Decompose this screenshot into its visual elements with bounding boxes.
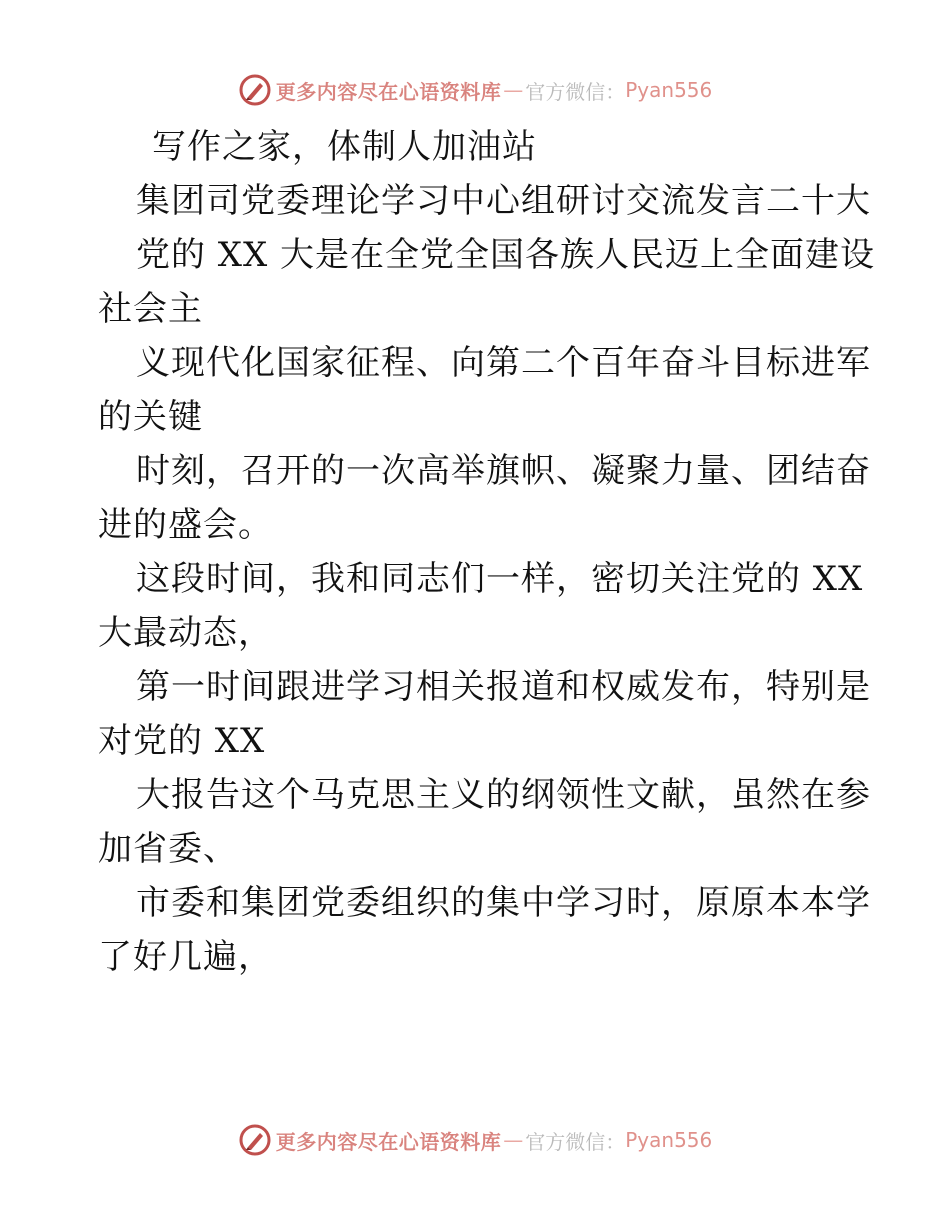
watermark-brand: 更多内容尽在心语资料库: [275, 79, 502, 104]
doc-line: 市委和集团党委组织的集中学习时，原原本本学: [136, 883, 871, 923]
pen-logo-icon: [238, 73, 272, 107]
watermark-official-label: 官方微信：: [525, 79, 626, 104]
header-watermark: [0, 70, 950, 110]
pen-logo-icon: [238, 1123, 272, 1157]
document-body: [98, 120, 876, 984]
doc-line: 加省委、: [98, 829, 238, 869]
doc-line: 写作之家，体制人加油站: [152, 127, 537, 167]
doc-line: 大最动态，: [98, 613, 273, 653]
doc-line: 对党的 XX: [98, 721, 266, 761]
footer-watermark: [0, 1120, 950, 1160]
watermark-wechat-id: Pyan556: [625, 1128, 713, 1152]
watermark-wechat-id: Pyan556: [625, 78, 713, 102]
doc-line: 集团司党委理论学习中心组研讨交流发言二十大: [136, 181, 871, 221]
watermark-dash: —: [503, 1128, 524, 1152]
doc-line: 了好几遍，: [98, 937, 273, 977]
watermark-dash: —: [503, 78, 524, 102]
watermark-official-label: 官方微信：: [525, 1129, 626, 1154]
doc-line: 义现代化国家征程、向第二个百年奋斗目标进军: [136, 343, 871, 383]
doc-line: 这段时间，我和同志们一样，密切关注党的 XX: [136, 559, 864, 599]
doc-line: 社会主: [98, 289, 203, 329]
doc-line: 大报告这个马克思主义的纲领性文献，虽然在参: [136, 775, 871, 815]
doc-line: 时刻，召开的一次高举旗帜、凝聚力量、团结奋: [136, 451, 871, 491]
doc-line: 第一时间跟进学习相关报道和权威发布，特别是: [136, 667, 871, 707]
doc-line: 的关键: [98, 397, 203, 437]
doc-line: 党的 XX 大是在全党全国各族人民迈上全面建设: [136, 235, 876, 275]
doc-line: 进的盛会。: [98, 505, 273, 545]
watermark-brand: 更多内容尽在心语资料库: [275, 1129, 502, 1154]
